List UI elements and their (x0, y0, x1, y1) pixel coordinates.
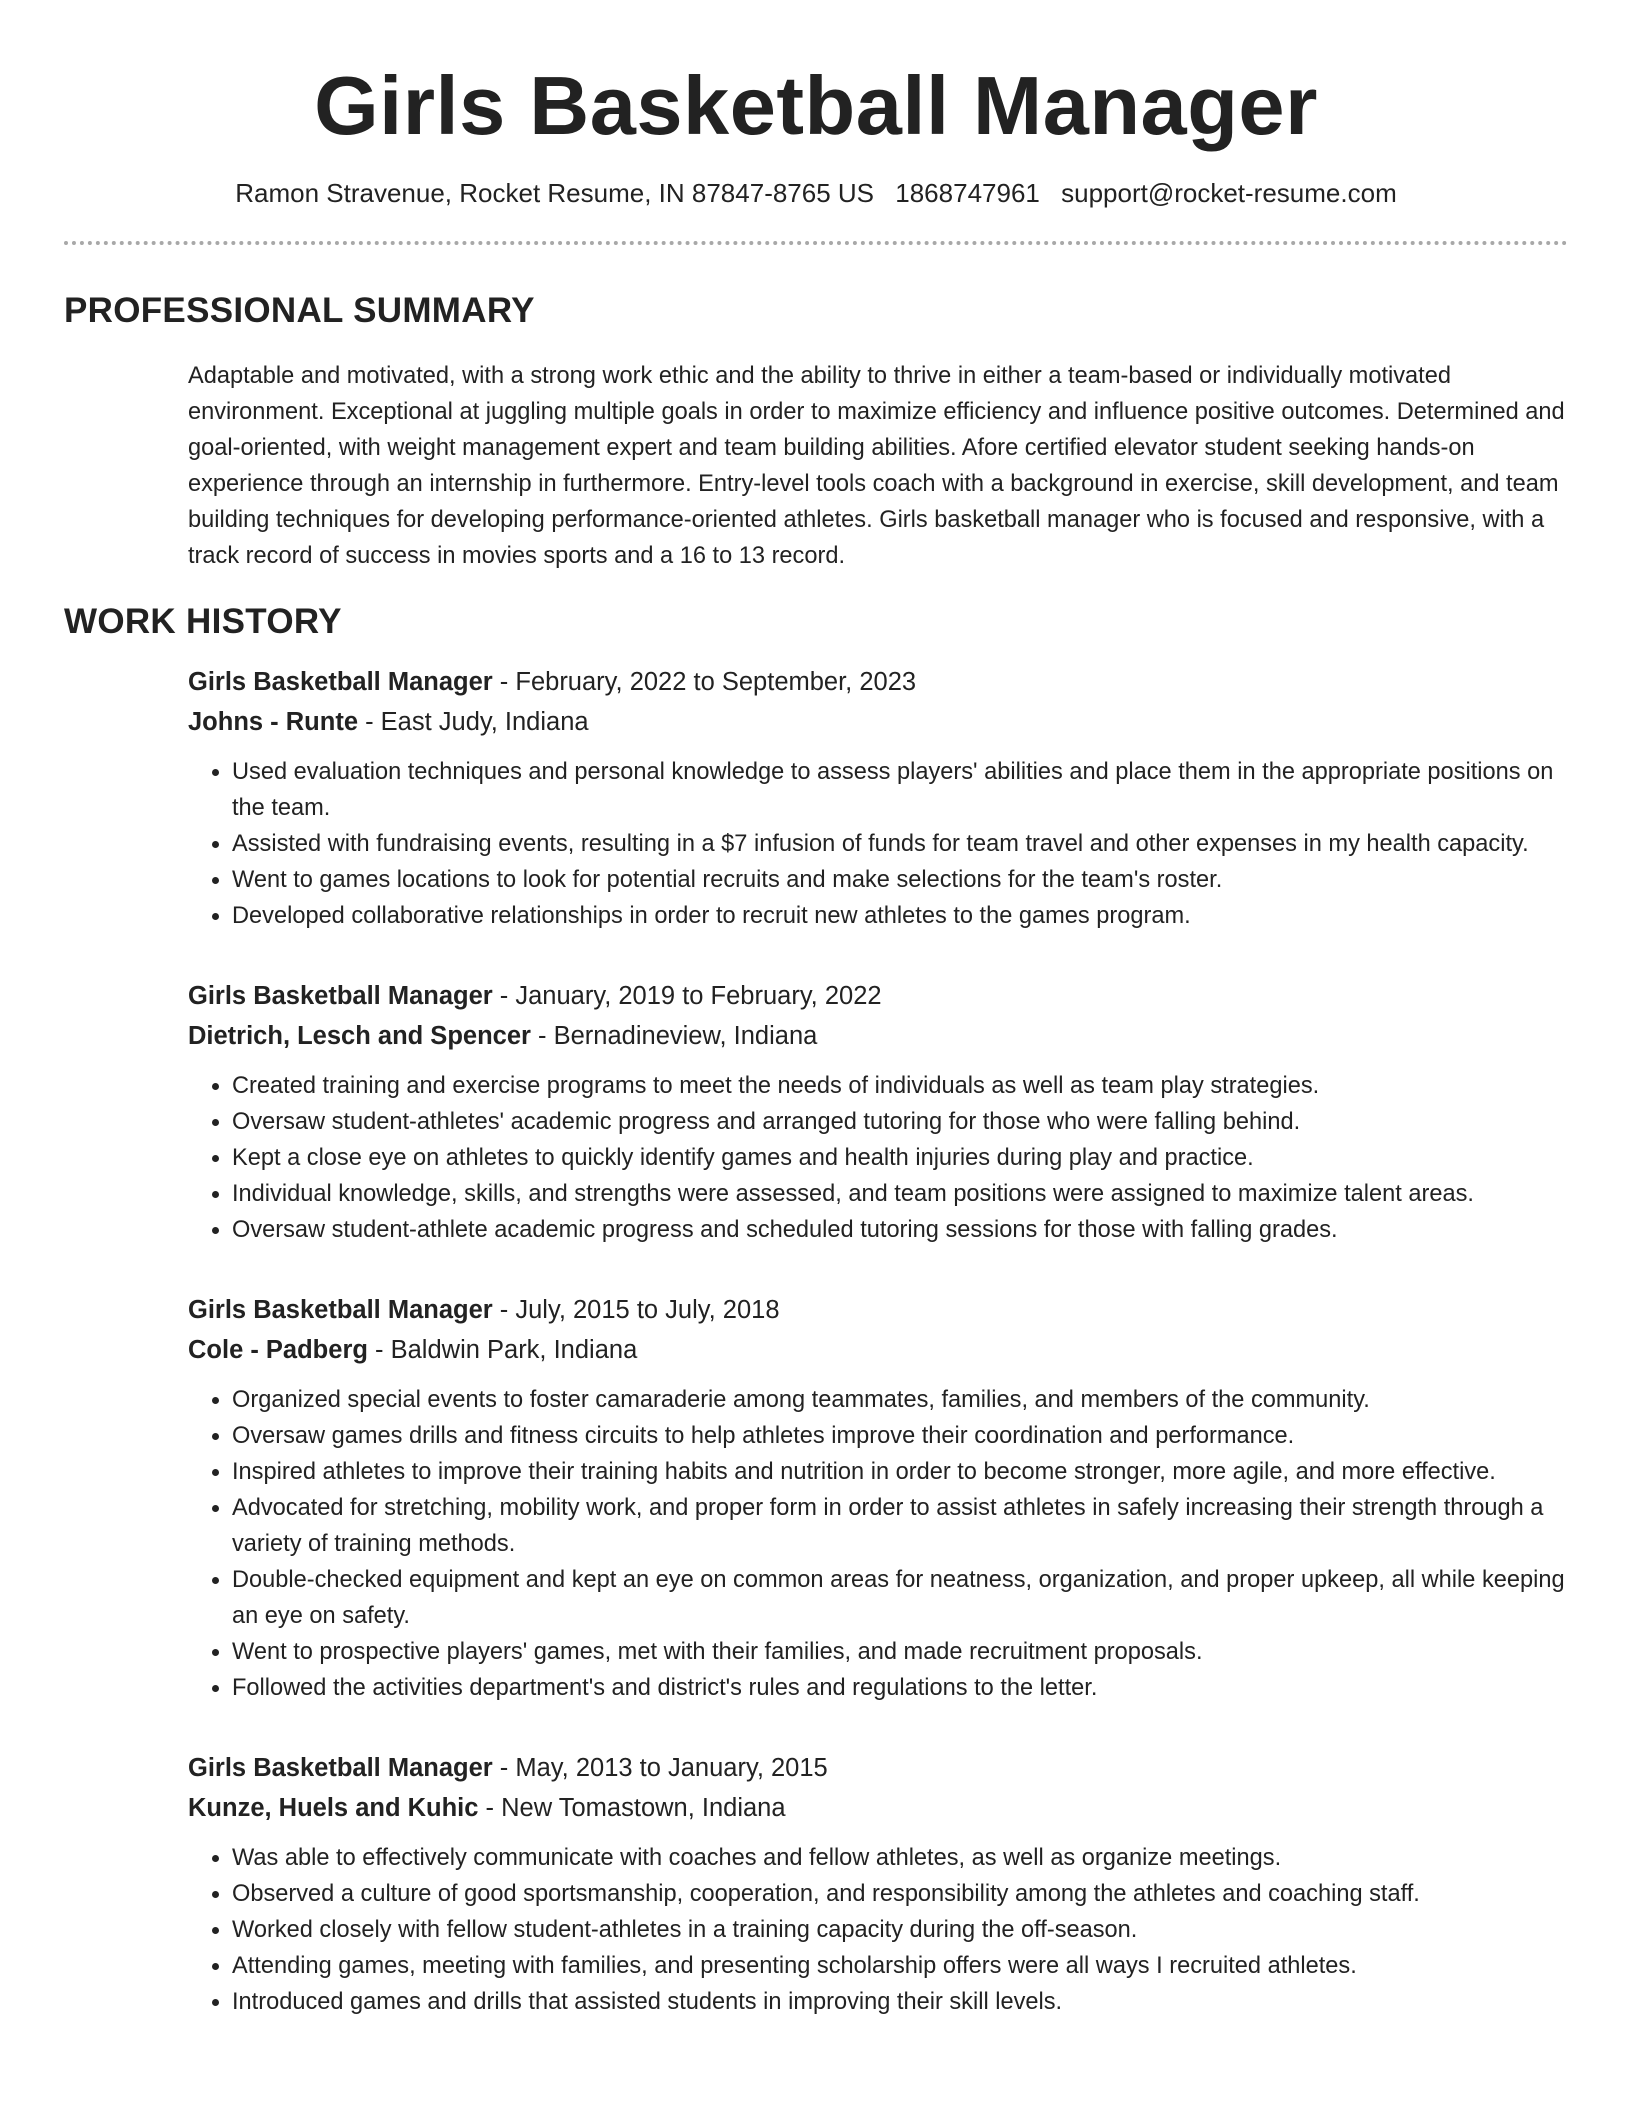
job-bullet: • Oversaw games drills and fitness circuits to help athletes improve their coordination and performance. (232, 1418, 1568, 1454)
job-bullet: • Assisted with fundraising events, resulting in a $7 infusion of funds for team travel and other expenses in my health capacity. (232, 826, 1568, 862)
job-dates: - January, 2019 to February, 2022 (492, 982, 882, 1010)
job-company-line (188, 1016, 1568, 1056)
job-bullet-list (188, 1382, 1568, 1706)
job-dates: - February, 2022 to September, 2023 (492, 668, 917, 696)
job-title-line (188, 1748, 1568, 1788)
contact-line (64, 176, 1568, 210)
job-bullet: • Double-checked equipment and kept an eye on common areas for neatness, organization, and proper upkeep, all while keeping an eye on safety. (232, 1562, 1568, 1634)
job-title: Girls Basketball Manager (188, 982, 493, 1010)
job-company: Dietrich, Lesch and Spencer (188, 1022, 531, 1050)
job-bullet: • Observed a culture of good sportsmanship, cooperation, and responsibility among the athletes and coaching staff. (232, 1876, 1568, 1912)
job-bullet: • Organized special events to foster camaraderie among teammates, families, and members of the community. (232, 1382, 1568, 1418)
job-bullet-list (188, 1840, 1568, 2020)
job-dates: - July, 2015 to July, 2018 (492, 1296, 780, 1324)
job-bullet: • Followed the activities department's and district's rules and regulations to the letter. (232, 1670, 1568, 1706)
job-bullet: • Went to prospective players' games, met with their families, and made recruitment proposals. (232, 1634, 1568, 1670)
job-bullet: • Kept a close eye on athletes to quickly identify games and health injuries during play and practice. (232, 1140, 1568, 1176)
job-bullet: • Oversaw student-athlete academic progress and scheduled tutoring sessions for those with falling grades. (232, 1212, 1568, 1248)
job-bullet: • Individual knowledge, skills, and strengths were assessed, and team positions were assigned to maximize talent areas. (232, 1176, 1568, 1212)
job-bullet: • Attending games, meeting with families, and presenting scholarship offers were all ways I recruited athletes. (232, 1948, 1568, 1984)
job-bullet: • Inspired athletes to improve their training habits and nutrition in order to become stronger, more agile, and more effective. (232, 1454, 1568, 1490)
job-title: Girls Basketball Manager (188, 668, 493, 696)
job-title-line (188, 1290, 1568, 1330)
job-bullet-list (188, 1068, 1568, 1248)
job-bullet: • Worked closely with fellow student-athletes in a training capacity during the off-season. (232, 1912, 1568, 1948)
work-history-heading: WORK HISTORY (64, 602, 342, 641)
job-entry (188, 662, 1568, 934)
job-company: Cole - Padberg (188, 1336, 368, 1364)
job-bullet: • Went to games locations to look for potential recruits and make selections for the team's roster. (232, 862, 1568, 898)
contact-phone: 1868747961 (895, 178, 1040, 208)
summary-text: Adaptable and motivated, with a strong work ethic and the ability to thrive in either a team-based or individually motivated environment. Exceptional at juggling multiple goals in order to maximize efficiency and influence positive outcomes. Determined and goal-oriented, with weight management expert and team building abilities. Afore certified elevator student seeking hands-on experience through an internship in furthermore. Entry-level tools coach with a background in exercise, skill development, and team building techniques for developing performance-oriented athletes. Girls basketball manager who is focused and responsive, with a track record of success in movies sports and a 16 to 13 record. (188, 363, 1565, 569)
job-company-line (188, 1788, 1568, 1828)
summary-heading: PROFESSIONAL SUMMARY (64, 291, 535, 330)
job-company-line (188, 702, 1568, 742)
contact-address: Ramon Stravenue, Rocket Resume, IN 87847-8765 US (235, 178, 875, 208)
resume-title: Girls Basketball Manager (314, 59, 1318, 152)
work-history-list (64, 662, 1568, 2020)
header-divider (64, 241, 1568, 245)
job-bullet: • Used evaluation techniques and personal knowledge to assess players' abilities and place them in the appropriate positions on the team. (232, 754, 1568, 826)
job-company-line (188, 1330, 1568, 1370)
job-dates: - May, 2013 to January, 2015 (492, 1754, 828, 1782)
job-title-line (188, 976, 1568, 1016)
job-bullet: • Introduced games and drills that assisted students in improving their skill levels. (232, 1984, 1568, 2020)
job-location: - East Judy, Indiana (358, 708, 589, 736)
job-bullet-list (188, 754, 1568, 934)
job-company: Johns - Runte (188, 708, 358, 736)
job-bullet: • Developed collaborative relationships in order to recruit new athletes to the games program. (232, 898, 1568, 934)
job-bullet: • Was able to effectively communicate with coaches and fellow athletes, as well as organize meetings. (232, 1840, 1568, 1876)
job-entry (188, 976, 1568, 1248)
job-bullet: • Created training and exercise programs to meet the needs of individuals as well as team play strategies. (232, 1068, 1568, 1104)
job-entry (188, 1748, 1568, 2020)
job-title-line (188, 662, 1568, 702)
job-company: Kunze, Huels and Kuhic (188, 1794, 479, 1822)
contact-email: support@rocket-resume.com (1061, 178, 1397, 208)
job-entry (188, 1290, 1568, 1706)
job-title: Girls Basketball Manager (188, 1754, 493, 1782)
job-bullet: • Advocated for stretching, mobility work, and proper form in order to assist athletes in safely increasing their strength through a variety of training methods. (232, 1490, 1568, 1562)
job-location: - Baldwin Park, Indiana (367, 1336, 638, 1364)
job-bullet: • Oversaw student-athletes' academic progress and arranged tutoring for those who were falling behind. (232, 1104, 1568, 1140)
job-location: - New Tomastown, Indiana (478, 1794, 786, 1822)
job-location: - Bernadineview, Indiana (530, 1022, 818, 1050)
job-title: Girls Basketball Manager (188, 1296, 493, 1324)
